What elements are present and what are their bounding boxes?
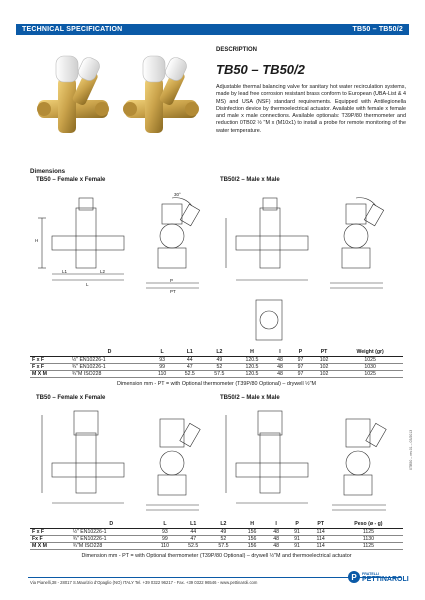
table-cell: ¾" EN10226-1	[71, 535, 152, 542]
column-header: L1	[178, 521, 208, 528]
table-cell: 47	[178, 535, 208, 542]
table-row	[30, 363, 403, 370]
column-header: L2	[208, 521, 238, 528]
column-header: Weight (gr)	[337, 349, 403, 356]
table-cell: 1025	[337, 370, 403, 377]
column-header	[30, 521, 71, 528]
table-cell: 97	[290, 356, 311, 363]
product-photo	[30, 48, 205, 148]
footer-divider	[28, 577, 401, 578]
label-angle: 30°	[174, 192, 181, 197]
header-title: TECHNICAL SPECIFICATION	[22, 26, 123, 33]
label-l1: L1	[62, 269, 68, 274]
table-header-row	[30, 521, 403, 528]
table-cell: 44	[178, 528, 208, 535]
label-pt: PT	[170, 289, 176, 294]
table-row	[30, 542, 403, 549]
footer-address: Via Pianelli,38 - 28017 S.Maurizio d'Opaglio (NO) ITALY Tel. +39 0322 96217 - Fax. +39 0322 96546 - www.pettinaroli.com	[30, 580, 258, 585]
table-cell: 48	[270, 370, 291, 377]
table-cell: F x F	[30, 363, 70, 370]
table-cell: 120.5	[234, 370, 270, 377]
brand-p-icon: P	[348, 571, 360, 583]
table-cell: 114	[308, 542, 334, 549]
table-cell: 52.5	[178, 542, 208, 549]
table-cell: 48	[270, 356, 291, 363]
dimensions-table-1	[30, 349, 403, 378]
table-cell: 52	[205, 363, 235, 370]
description-body: Adjustable thermal balancing valve for sanitary hot water recirculation systems, made by lead free corrosion resistant brass conform to European (UBA-List & 4 MS) and USA (NSF) standard requirements. Equipped with Antilegionella Disinfection device by thermoelectrical actuator. Available with female x female and male x male connections. Available optionals: T39P/80 thermometer and reduction 0TB02 ½ "M x (M10x1) to install a probe for remote monitoring of the water temperature.	[216, 84, 406, 134]
table-cell: 97	[290, 370, 311, 377]
column-header: Peso (ø - g)	[334, 521, 403, 528]
table-cell: ½" EN10226-1	[71, 528, 152, 535]
table-cell: ½" EN10226-1	[70, 356, 149, 363]
table-cell: 48	[266, 528, 287, 535]
table-header-row	[30, 349, 403, 356]
column-header: D	[71, 521, 152, 528]
table-cell: 156	[239, 535, 266, 542]
table-cell: 1025	[337, 356, 403, 363]
table-cell: 97	[290, 363, 311, 370]
table-cell: 91	[287, 528, 308, 535]
brand-small-text: FRATELLI	[362, 572, 380, 576]
section1-left-label: TB50 – Female x Female	[36, 177, 106, 183]
table-cell: ¾"M ISO228	[71, 542, 152, 549]
label-h: H	[35, 238, 39, 243]
table-cell: 156	[239, 542, 266, 549]
drawing-tb50-2-mm-actuator	[218, 405, 403, 517]
section1-right-label: TB50/2 – Male x Male	[220, 177, 280, 183]
dimensions-table-2	[30, 521, 403, 550]
column-header	[30, 349, 70, 356]
table-cell: 91	[287, 542, 308, 549]
table-cell: 48	[266, 535, 287, 542]
brand-logo	[348, 571, 409, 583]
column-header: H	[234, 349, 270, 356]
table-cell: M X M	[30, 370, 70, 377]
table-row	[30, 528, 403, 535]
drawing-tb50-2-mm	[218, 188, 403, 348]
table-cell: 44	[175, 356, 205, 363]
table-cell: 102	[311, 370, 338, 377]
column-header: P	[287, 521, 308, 528]
valve-photo-left	[37, 55, 109, 133]
product-title: TB50 – TB50/2	[216, 62, 305, 77]
table-cell: 57.5	[208, 542, 238, 549]
description-heading: DESCRIPTION	[216, 47, 258, 53]
table-cell: 114	[308, 528, 334, 535]
column-header: L1	[175, 349, 205, 356]
column-header: I	[266, 521, 287, 528]
table-cell: 156	[239, 528, 266, 535]
table-row	[30, 535, 403, 542]
table-cell: 1125	[334, 542, 403, 549]
label-l: L	[86, 282, 89, 287]
table-2-caption: Dimension mm - PT = with Optional thermometer (T39P/80 Optional) – drywell ½"M and thermoelectrical actuator	[81, 553, 352, 559]
column-header: L	[149, 349, 175, 356]
column-header: D	[70, 349, 149, 356]
table-row	[30, 370, 403, 377]
header-model: TB50 – TB50/2	[352, 26, 403, 33]
table-cell: 52.5	[175, 370, 205, 377]
section2-right-label: TB50/2 – Male x Male	[220, 395, 280, 401]
column-header: H	[239, 521, 266, 528]
table-cell: 1125	[334, 528, 403, 535]
brand-name: PETTINAROLI	[362, 576, 409, 583]
column-header: I	[270, 349, 291, 356]
table-cell: 57.5	[205, 370, 235, 377]
column-header: L	[152, 521, 178, 528]
table-cell: 48	[266, 542, 287, 549]
table-cell: 1030	[337, 363, 403, 370]
table-cell: 48	[270, 363, 291, 370]
drawing-tb50-ff-actuator	[34, 405, 209, 517]
table-cell: 99	[152, 535, 178, 542]
table-cell: 99	[149, 363, 175, 370]
section2-left-label: TB50 – Female x Female	[36, 395, 106, 401]
drawing-tb50-ff	[34, 188, 209, 303]
table-cell: 52	[208, 535, 238, 542]
table-cell: F x F	[30, 356, 70, 363]
dimensions-heading: Dimensions	[30, 168, 66, 175]
table-cell: 102	[311, 363, 338, 370]
table-cell: 120.5	[234, 356, 270, 363]
table-cell: 91	[287, 535, 308, 542]
table-cell: 1130	[334, 535, 403, 542]
column-header: PT	[311, 349, 338, 356]
table-cell: 49	[208, 528, 238, 535]
table-row	[30, 356, 403, 363]
table-cell: 102	[311, 356, 338, 363]
table-cell: ¾"M ISO228	[70, 370, 149, 377]
table-1-caption: Dimension mm - PT = with Optional thermometer (T39P/80 Optional) – drywell ½"M	[116, 381, 317, 387]
table-cell: 120.5	[234, 363, 270, 370]
header-bar	[16, 24, 409, 35]
table-cell: M X M	[30, 542, 71, 549]
column-header: P	[290, 349, 311, 356]
table-cell: 49	[205, 356, 235, 363]
column-header: L2	[205, 349, 235, 356]
table-cell: 93	[152, 528, 178, 535]
label-p: P	[170, 278, 174, 283]
column-header: PT	[308, 521, 334, 528]
table-cell: 93	[149, 356, 175, 363]
table-cell: 47	[175, 363, 205, 370]
table-cell: Fx F	[30, 535, 71, 542]
table-cell: 110	[152, 542, 178, 549]
revision-note: 0TB50 – rev.01 – 03/2013	[409, 429, 413, 470]
table-cell: 114	[308, 535, 334, 542]
table-cell: ¾" EN10226-1	[70, 363, 149, 370]
valve-photo-right	[123, 55, 199, 133]
table-cell: 110	[149, 370, 175, 377]
label-l2: L2	[100, 269, 106, 274]
table-cell: F x F	[30, 528, 71, 535]
